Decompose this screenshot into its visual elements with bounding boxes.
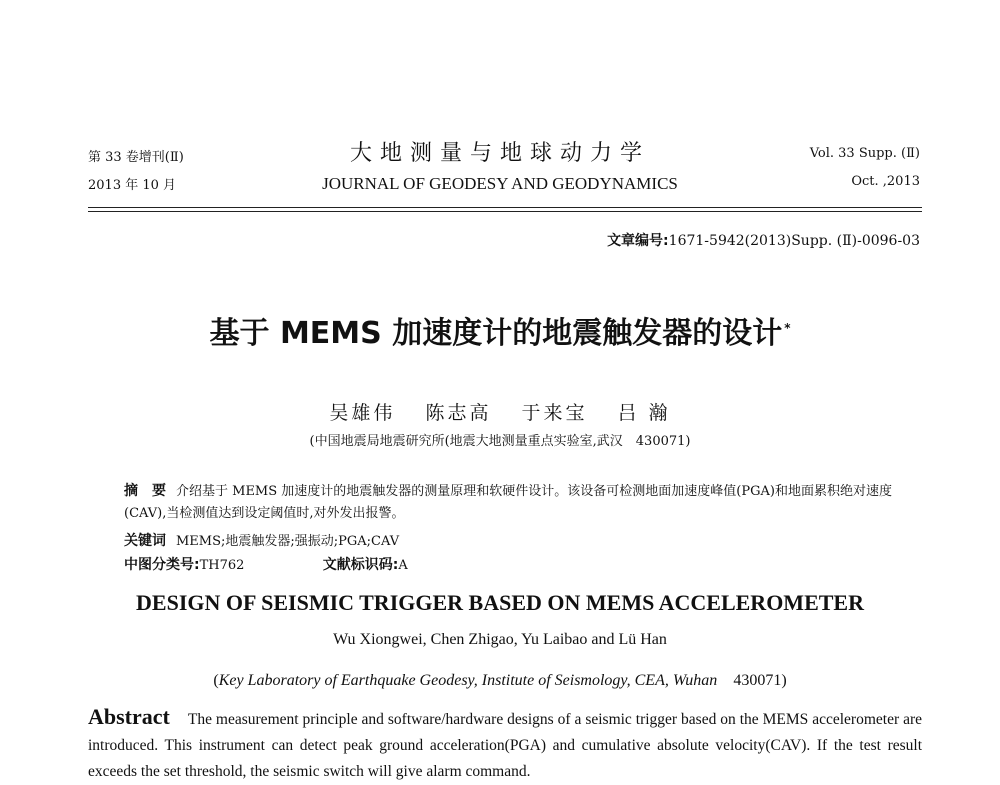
abstract-cn-label: 摘 要 <box>124 483 166 499</box>
title-en: DESIGN OF SEISMIC TRIGGER BASED ON MEMS ACCELEROMETER <box>136 590 864 615</box>
header-rule-top <box>88 207 922 208</box>
title-cn: 基于 MEMS 加速度计的地震触发器的设计 <box>209 316 783 351</box>
classification-value: TH762 <box>199 558 245 573</box>
journal-title-cn: 大地测量与地球动力学 <box>349 141 650 166</box>
affiliation-en-code: 430071 <box>733 672 782 689</box>
classification-line <box>124 554 904 577</box>
abstract-en-label: Abstract <box>88 704 170 729</box>
page-title <box>0 308 1000 352</box>
date-cn: 2013 年 10 月 <box>88 178 177 193</box>
date-en: Oct. ,2013 <box>851 174 920 189</box>
volume-cn: 第 33 卷增刊(Ⅱ) <box>88 150 184 165</box>
keywords-cn <box>124 530 904 553</box>
authors-cn <box>0 398 1000 425</box>
classification-label: 中图分类号: <box>124 557 200 573</box>
doc-code-value: A <box>398 558 408 573</box>
author-cn: 陈志高 <box>425 402 492 424</box>
keywords-label: 关键词 <box>124 533 166 549</box>
abstract-cn-text: 介绍基于 MEMS 加速度计的地震触发器的测量原理和软硬件设计。该设备可检测地面加速度峰值(PGA)和地面累积绝对速度(CAV),当检测值达到设定阈值时,对外发出报警。 <box>124 484 892 521</box>
abstract-en-text: The measurement principle and software/hardware designs of a seismic trigger based on the MEMS accelerometer are introduced. This instrument can detect peak ground acceleration(PGA) and cumulative absolute velocity(CAV). If the test result exceeds the set threshold, the seismic switch will give alarm command. <box>88 711 922 780</box>
author-cn: 吕 瀚 <box>617 402 671 424</box>
article-number-label: 文章编号: <box>607 233 669 249</box>
affiliation-cn: (中国地震局地震研究所(地震大地测量重点实验室,武汉 430071) <box>309 434 691 449</box>
keywords-text: MEMS;地震触发器;强振动;PGA;CAV <box>176 534 400 549</box>
title-footnote-mark: * <box>784 321 791 335</box>
journal-title-en: JOURNAL OF GEODESY AND GEODYNAMICS <box>322 174 678 193</box>
affiliation-en: (Key Laboratory of Earthquake Geodesy, Institute of Seismology, CEA, Wuhan 430071) <box>213 672 787 689</box>
article-number-value: 1671-5942(2013)Supp. (Ⅱ)-0096-03 <box>668 233 920 249</box>
volume-en: Vol. 33 Supp. (Ⅱ) <box>809 146 920 161</box>
abstract-cn <box>124 480 904 525</box>
author-cn: 于来宝 <box>521 402 588 424</box>
authors-en: Wu Xiongwei, Chen Zhigao, Yu Laibao and Lü Han <box>333 631 667 648</box>
abstract-en <box>88 704 922 785</box>
article-number <box>607 230 920 250</box>
author-cn: 吴雄伟 <box>329 402 396 424</box>
doc-code-label: 文献标识码: <box>322 557 399 573</box>
header-rule-bottom <box>88 211 922 212</box>
affiliation-en-name: Key Laboratory of Earthquake Geodesy, Institute of Seismology, CEA, Wuhan <box>218 672 718 689</box>
